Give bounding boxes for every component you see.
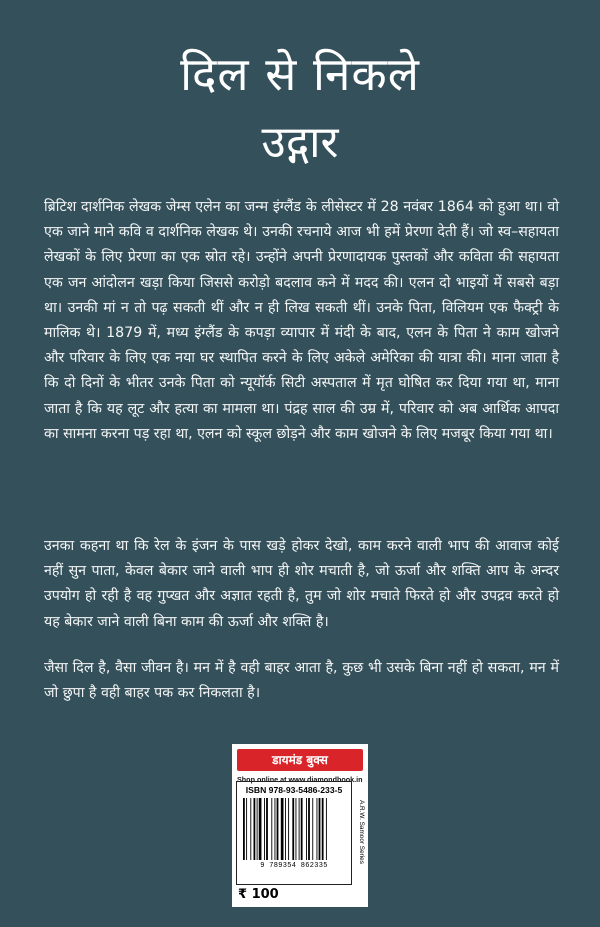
barcode-bar xyxy=(285,798,286,860)
book-title-line-2: उद्गार xyxy=(261,117,339,168)
barcode-bar xyxy=(308,798,310,860)
description-paragraph-3: जैसा दिल है, वैसा जीवन है। मन में है वही बाहर आता है, कुछ भी उसके बिना नहीं हो सकता, मन में जो छुपा है वही बाहर पक कर निकलता है। xyxy=(44,660,559,702)
barcode-bar xyxy=(306,798,307,860)
barcode-bar xyxy=(266,798,268,860)
barcode-bar xyxy=(277,798,279,860)
barcode-bar xyxy=(312,798,313,860)
barcode-bar xyxy=(254,798,256,860)
barcode-bar xyxy=(322,798,324,860)
barcode-bar xyxy=(243,798,245,860)
isbn-text: ISBN 978-93-5486-233-5 xyxy=(245,785,343,795)
barcode-icon xyxy=(243,798,347,860)
barcode-digits: 9 789354 862335 xyxy=(260,862,328,870)
description-paragraph-2: उनका कहना था कि रेल के इंजन के पास खड़े होकर देखो, काम करने वाली भाप की आवाज कोई नहीं सुन पाता, केवल बेकार जाने वाली भाप ही शोर मचाती है, जो ऊर्जा और शक्ति आप के अन्दर उपयोग हो रही है वह गुप्खत और अज्ञात रहती है, तुम जो शोर मचाते फिरते हो और उपद्रव करते हो यह बेकार जाने वाली बिना काम की ऊर्जा और शक्ति है। xyxy=(44,538,559,630)
barcode-bar xyxy=(292,798,294,860)
description-paragraph-1: ब्रिटिश दार्शनिक लेखक जेम्स एलेन का जन्म इंग्लैंड के लीसेस्टर में 28 नवंबर 1864 को हुआ था। वो एक जाने माने कवि व दार्शनिक लेखक थे। उनकी रचनाये आज भी हमें प्रेरणा देती हैं। जो स्व–सहायता लेखकों के लिए प्रेरणा का एक स्रोत रहे। उन्होंने अपनी प्रेरणादायक पुस्तकों और कविता की सहायता एक जन आंदोलन खड़ा किया जिससे करोड़ो बदलाव कने में मदद की। एलन दो भाइयों में सबसे बड़ा था। उनकी मां न तो पढ़ सकती थीं और न ही लिख सकती थीं। उनके पिता, विलियम एक फैक्ट्री के मालिक थे। 1879 में, मध्य इंग्लैंड के कपड़ा व्यापार में मंदी के बाद, एलन के पिता ने काम खोजने और परिवार के लिए एक नया घर स्थापित करने के लिए अकेले अमेरिका की यात्रा की। माना जाता है कि दो दिनों के भीतर उनके पिता को न्यूयॉर्क सिटी अस्पताल में मृत घोषित कर दिया गया था, माना जाता है कि यह लूट और हत्या का मामला था। पंद्रह साल की उम्र में, परिवार को अब आर्थिक आपदा का सामना करना पड़ रहा था, एलन को स्कूल छोड़ने और काम खोजने के लिए मजबूर किया गया था। xyxy=(44,199,559,442)
barcode-bar xyxy=(271,798,272,860)
publisher-logo: डायमंड बुक्स xyxy=(237,749,363,771)
barcode-bar xyxy=(301,798,303,860)
barcode-bar xyxy=(317,798,318,860)
barcode-bar xyxy=(296,798,297,860)
barcode-bar xyxy=(275,798,276,860)
barcode-bar xyxy=(259,798,262,860)
series-label: A.R.W. Samoor Series xyxy=(358,800,365,864)
barcode-bar xyxy=(264,798,265,860)
barcode-bar xyxy=(257,798,258,860)
shop-online-text: Shop online at www.diamondbook.in xyxy=(237,775,363,784)
barcode-bar xyxy=(319,798,321,860)
barcode-bar xyxy=(299,798,300,860)
book-title-line-1: दिल से निकले xyxy=(180,47,420,101)
barcode-bar xyxy=(281,798,284,860)
barcode-bar xyxy=(326,798,327,860)
publisher-badge xyxy=(232,744,368,907)
barcode-bar xyxy=(288,798,289,860)
price-label: ₹ 100 xyxy=(238,887,279,902)
barcode-block xyxy=(236,781,352,885)
barcode-bar xyxy=(246,798,247,860)
barcode-bar xyxy=(250,798,251,860)
